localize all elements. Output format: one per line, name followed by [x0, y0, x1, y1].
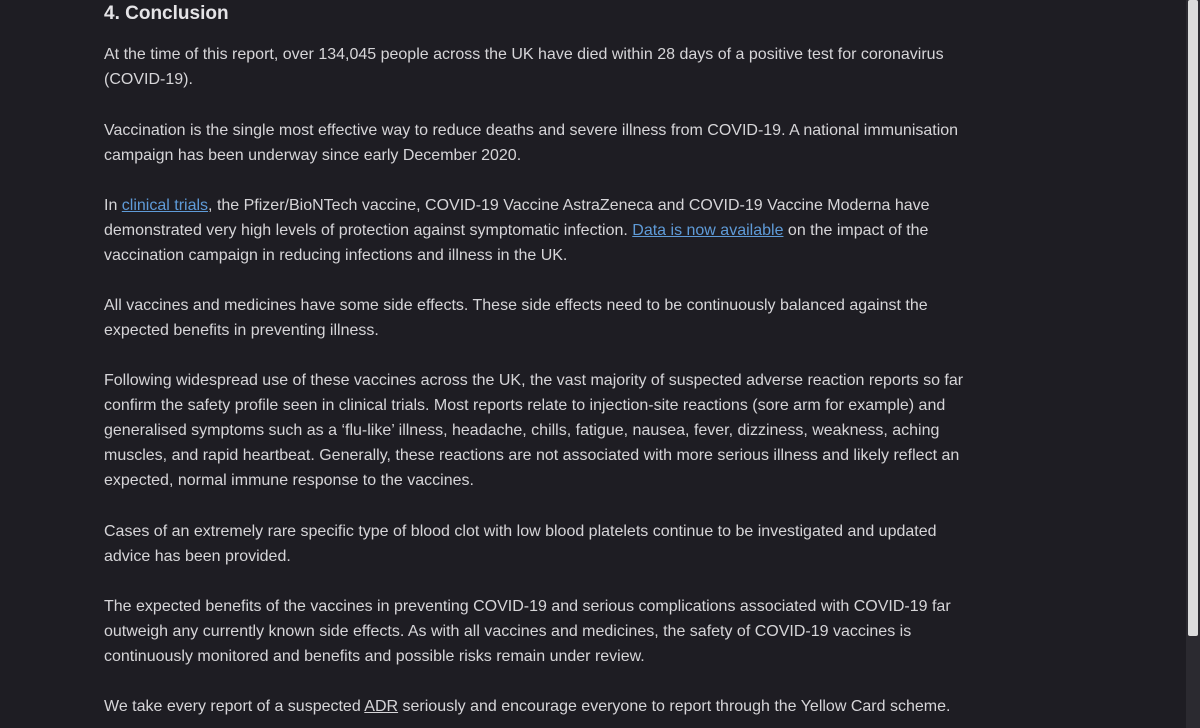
text-segment: , the Pfizer/BioNTech vaccine, COVID-19 Vaccine AstraZeneca and COVID-19 Vaccine Moderna have demonstrated very high levels of protection against symptomatic infection. — [104, 197, 930, 239]
paragraph-vaccination: Vaccination is the single most effective way to reduce deaths and severe illness from COVID-19. A national immunisation campaign has been underway since early December 2020. — [104, 122, 959, 164]
text-segment: on the impact of the vaccination campaign in reducing infections and illness in the UK. — [104, 222, 929, 264]
paragraph-clinical-trials — [104, 193, 964, 268]
text-segment: We take every report of a suspected — [104, 698, 365, 715]
adr-abbreviation: ADR — [364, 698, 399, 715]
clinical-trials-link[interactable]: clinical trials — [121, 197, 209, 214]
scrollbar-thumb[interactable] — [1188, 0, 1198, 636]
paragraph-death-count: At the time of this report, over 134,045 people across the UK have died within 28 days of a positive test for coronavirus (COVID-19). — [104, 46, 944, 88]
paragraph-side-effects: All vaccines and medicines have some side effects. These side effects need to be continuously balanced against the expected benefits in preventing illness. — [104, 297, 928, 339]
paragraph-yellow-card — [104, 694, 964, 719]
text-segment: In — [104, 197, 122, 214]
paragraph-adverse-reactions: Following widespread use of these vaccines across the UK, the vast majority of suspected adverse reaction reports so far confirm the safety profile seen in clinical trials. Most reports relate to injection-site reactions (sore arm for example) and generalised symptoms such as a ‘flu-like’ illness, headache, chills, fatigue, nausea, fever, dizziness, weakness, aching muscles, and rapid heartbeat. Generally, these reactions are not associated with more serious illness and likely reflect an expected, normal immune response to the vaccines. — [104, 372, 964, 489]
paragraph-blood-clots: Cases of an extremely rare specific type of blood clot with low blood platelets continue to be investigated and updated advice has been provided. — [104, 523, 937, 565]
vertical-scrollbar[interactable] — [1186, 0, 1200, 728]
section-heading: 4. Conclusion — [104, 3, 229, 24]
data-available-link[interactable]: Data is now available — [632, 222, 784, 239]
text-segment: seriously and encourage everyone to report through the Yellow Card scheme. — [398, 698, 951, 715]
paragraph-benefits: The expected benefits of the vaccines in preventing COVID-19 and serious complications associated with COVID-19 far outweigh any currently known side effects. As with all vaccines and medicines, the safety of COVID-19 vaccines is continuously monitored and benefits and possible risks remain under review. — [104, 598, 951, 665]
